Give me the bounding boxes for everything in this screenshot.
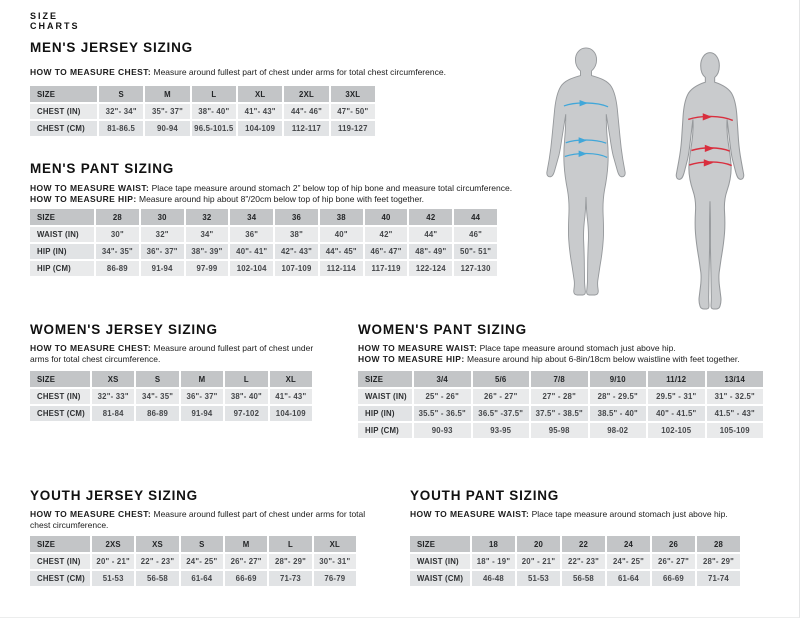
mens-pant-title: MEN'S PANT SIZING [30, 161, 175, 176]
header-cell: 7/8 [531, 371, 588, 387]
header-cell: L [225, 371, 267, 387]
header-cell: 34 [230, 209, 273, 225]
data-cell: 97-102 [225, 406, 267, 421]
table-row [30, 406, 312, 421]
row-label-cell: CHEST (CM) [30, 406, 90, 421]
female-body-silhouette [663, 49, 757, 310]
youth-jersey-title: YOUTH JERSEY SIZING [30, 488, 198, 503]
youth-jersey-table [30, 536, 356, 586]
header-cell: M [225, 536, 267, 552]
data-cell: 97-99 [186, 261, 229, 276]
howto-label: HOW TO MEASURE HIP: [30, 193, 137, 204]
data-cell: 81-86.5 [99, 121, 143, 136]
data-cell: 90-93 [414, 423, 471, 438]
howto-label: HOW TO MEASURE WAIST: [358, 343, 478, 353]
mens-jersey-table [30, 86, 375, 136]
data-cell: 102-104 [230, 261, 273, 276]
data-cell: 36.5" -37.5" [473, 406, 530, 421]
table-header-row [30, 209, 497, 225]
data-cell: 38"- 40" [225, 389, 267, 404]
data-cell: 38"- 40" [192, 104, 236, 119]
header-cell: SIZE [30, 86, 97, 102]
data-cell: 119-127 [331, 121, 375, 136]
howto-label: HOW TO MEASURE WAIST: [30, 183, 150, 193]
row-label-cell: CHEST (CM) [30, 571, 90, 586]
row-label-cell: CHEST (IN) [30, 389, 90, 404]
row-label-cell: HIP (IN) [358, 406, 412, 421]
header-cell: XS [136, 536, 178, 552]
data-cell: 122-124 [409, 261, 452, 276]
data-cell: 105-109 [707, 423, 764, 438]
data-cell: 34"- 35" [96, 244, 139, 259]
female-body-shape [676, 53, 743, 309]
howto-label: HOW TO MEASURE CHEST: [30, 67, 152, 77]
data-cell: 40"- 41" [230, 244, 273, 259]
howto-line [30, 67, 590, 78]
howto-text: Measure around fullest part of chest under arms for total chest circumference. [153, 67, 446, 77]
table-row [30, 261, 497, 276]
table-row [30, 121, 375, 136]
data-cell: 47"- 50" [331, 104, 375, 119]
data-cell: 35.5" - 36.5" [414, 406, 471, 421]
youth-pant-howto [410, 509, 770, 520]
data-cell: 32"- 34" [99, 104, 143, 119]
data-cell: 127-130 [454, 261, 497, 276]
data-cell: 91-94 [181, 406, 223, 421]
size-charts-logo [30, 11, 80, 31]
data-cell: 42" [365, 227, 408, 242]
header-cell: 30 [141, 209, 184, 225]
mens-jersey-howto [30, 67, 590, 78]
howto-label: HOW TO MEASURE HIP: [358, 353, 465, 364]
row-label-cell: CHEST (IN) [30, 554, 90, 569]
data-cell: 44"- 46" [284, 104, 328, 119]
womens-pant-howto [358, 343, 770, 364]
table-row [410, 554, 740, 569]
data-cell: 51-53 [517, 571, 560, 586]
row-label-cell: WAIST (IN) [30, 227, 94, 242]
data-cell: 38" [275, 227, 318, 242]
table-row [30, 227, 497, 242]
data-cell: 20" - 21" [517, 554, 560, 569]
data-cell: 34" [186, 227, 229, 242]
data-cell: 30" [96, 227, 139, 242]
row-label-cell: WAIST (IN) [410, 554, 470, 569]
data-cell: 71-73 [269, 571, 311, 586]
howto-text: Measure around fullest part of chest under arms for total chest circumference. [30, 509, 366, 530]
data-cell: 28"- 29" [697, 554, 740, 569]
header-cell: 26 [652, 536, 695, 552]
header-cell: 24 [607, 536, 650, 552]
header-cell: XL [314, 536, 356, 552]
table-header-row [30, 536, 356, 552]
header-cell: L [269, 536, 311, 552]
header-cell: 36 [275, 209, 318, 225]
header-cell: 9/10 [590, 371, 647, 387]
data-cell: 42"- 43" [275, 244, 318, 259]
data-cell: 112-117 [284, 121, 328, 136]
female-figure [663, 49, 757, 310]
data-cell: 20" - 21" [92, 554, 134, 569]
data-cell: 46"- 47" [365, 244, 408, 259]
header-cell: 38 [320, 209, 363, 225]
data-cell: 22" - 23" [136, 554, 178, 569]
data-cell: 76-79 [314, 571, 356, 586]
womens-pant-table [358, 371, 763, 438]
howto-line [410, 509, 770, 520]
data-cell: 24"- 25" [181, 554, 223, 569]
table-row [358, 389, 763, 404]
data-cell: 102-105 [648, 423, 705, 438]
data-cell: 50"- 51" [454, 244, 497, 259]
data-cell: 86-89 [96, 261, 139, 276]
row-label-cell: HIP (CM) [358, 423, 412, 438]
data-cell: 31" - 32.5" [707, 389, 764, 404]
header-cell: XL [238, 86, 282, 102]
data-cell: 22"- 23" [562, 554, 605, 569]
male-figure [540, 36, 632, 312]
row-label-cell: CHEST (IN) [30, 104, 97, 119]
header-cell: 28 [697, 536, 740, 552]
data-cell: 37.5" - 38.5" [531, 406, 588, 421]
header-cell: 44 [454, 209, 497, 225]
table-row [30, 554, 356, 569]
table-row [30, 244, 497, 259]
header-cell: SIZE [30, 536, 90, 552]
data-cell: 95-98 [531, 423, 588, 438]
data-cell: 107-109 [275, 261, 318, 276]
data-cell: 29.5" - 31" [648, 389, 705, 404]
logo-line-1: SIZE [30, 11, 59, 21]
data-cell: 40" - 41.5" [648, 406, 705, 421]
data-cell: 41"- 43" [270, 389, 312, 404]
row-label-cell: HIP (CM) [30, 261, 94, 276]
header-cell: L [192, 86, 236, 102]
data-cell: 44"- 45" [320, 244, 363, 259]
header-cell: 28 [96, 209, 139, 225]
header-cell: 13/14 [707, 371, 764, 387]
howto-label: HOW TO MEASURE CHEST: [30, 343, 152, 353]
howto-text: Measure around hip about 8”/20cm below top of hip bone with feet together. [139, 193, 424, 204]
table-row [358, 406, 763, 421]
data-cell: 28"- 29" [269, 554, 311, 569]
data-cell: 36"- 37" [181, 389, 223, 404]
howto-line [358, 354, 770, 365]
header-cell: M [145, 86, 189, 102]
data-cell: 46" [454, 227, 497, 242]
howto-text: Measure around fullest part of chest under arms for total chest circumference. [30, 343, 314, 364]
data-cell: 90-94 [145, 121, 189, 136]
table-header-row [410, 536, 740, 552]
table-header-row [358, 371, 763, 387]
data-cell: 41"- 43" [238, 104, 282, 119]
data-cell: 61-64 [607, 571, 650, 586]
data-cell: 35"- 37" [145, 104, 189, 119]
data-cell: 38.5" - 40" [590, 406, 647, 421]
howto-line [30, 183, 570, 194]
header-cell: XL [270, 371, 312, 387]
header-cell: 11/12 [648, 371, 705, 387]
data-cell: 38"- 39" [186, 244, 229, 259]
male-body-shape [547, 48, 625, 295]
header-cell: 2XL [284, 86, 328, 102]
header-cell: S [99, 86, 143, 102]
table-header-row [30, 371, 312, 387]
data-cell: 48"- 49" [409, 244, 452, 259]
table-row [30, 104, 375, 119]
womens-jersey-title: WOMEN'S JERSEY SIZING [30, 322, 218, 337]
womens-jersey-table [30, 371, 312, 421]
data-cell: 61-64 [181, 571, 223, 586]
data-cell: 46-48 [472, 571, 515, 586]
youth-pant-table [410, 536, 740, 586]
howto-line [358, 343, 770, 354]
data-cell: 71-74 [697, 571, 740, 586]
data-cell: 56-58 [562, 571, 605, 586]
data-cell: 44" [409, 227, 452, 242]
mens-pant-table [30, 209, 497, 276]
header-cell: 40 [365, 209, 408, 225]
data-cell: 56-58 [136, 571, 178, 586]
logo-line-2: CHARTS [30, 21, 80, 31]
row-label-cell: CHEST (CM) [30, 121, 97, 136]
data-cell: 93-95 [473, 423, 530, 438]
howto-line [30, 194, 570, 205]
data-cell: 24"- 25" [607, 554, 650, 569]
data-cell: 34"- 35" [136, 389, 178, 404]
data-cell: 40" [320, 227, 363, 242]
header-cell: SIZE [358, 371, 412, 387]
table-row [30, 389, 312, 404]
womens-pant-title: WOMEN'S PANT SIZING [358, 322, 527, 337]
womens-jersey-howto [30, 343, 330, 364]
header-cell: S [181, 536, 223, 552]
header-cell: S [136, 371, 178, 387]
data-cell: 41.5" - 43" [707, 406, 764, 421]
header-cell: 5/6 [473, 371, 530, 387]
howto-label: HOW TO MEASURE CHEST: [30, 509, 152, 519]
howto-text: Place tape measure around stomach 2” below top of hip bone and measure total circumference. [151, 183, 513, 193]
data-cell: 36" [230, 227, 273, 242]
howto-text: Place tape measure around stomach just above hip. [479, 343, 676, 353]
howto-line [30, 343, 330, 364]
howto-text: Measure around hip about 6-8in/18cm below waistline with feet together. [467, 353, 740, 364]
header-cell: M [181, 371, 223, 387]
header-cell: 20 [517, 536, 560, 552]
data-cell: 32" [141, 227, 184, 242]
row-label-cell: WAIST (CM) [410, 571, 470, 586]
header-cell: 32 [186, 209, 229, 225]
header-cell: SIZE [30, 209, 94, 225]
row-label-cell: HIP (IN) [30, 244, 94, 259]
data-cell: 66-69 [652, 571, 695, 586]
data-cell: 36"- 37" [141, 244, 184, 259]
data-cell: 96.5-101.5 [192, 121, 236, 136]
data-cell: 81-84 [92, 406, 134, 421]
youth-pant-title: YOUTH PANT SIZING [410, 488, 560, 503]
data-cell: 18" - 19" [472, 554, 515, 569]
table-row [30, 571, 356, 586]
table-row [410, 571, 740, 586]
header-cell: 2XS [92, 536, 134, 552]
header-cell: SIZE [410, 536, 470, 552]
howto-text: Place tape measure around stomach just above hip. [531, 509, 728, 519]
data-cell: 66-69 [225, 571, 267, 586]
male-body-silhouette [540, 36, 632, 312]
data-cell: 117-119 [365, 261, 408, 276]
data-cell: 104-109 [238, 121, 282, 136]
header-cell: 3/4 [414, 371, 471, 387]
data-cell: 26" - 27" [473, 389, 530, 404]
data-cell: 112-114 [320, 261, 363, 276]
mens-jersey-title: MEN'S JERSEY SIZING [30, 40, 193, 55]
header-cell: 22 [562, 536, 605, 552]
row-label-cell: WAIST (IN) [358, 389, 412, 404]
howto-label: HOW TO MEASURE WAIST: [410, 509, 530, 519]
youth-jersey-howto [30, 509, 378, 530]
data-cell: 27" - 28" [531, 389, 588, 404]
data-cell: 104-109 [270, 406, 312, 421]
header-cell: 18 [472, 536, 515, 552]
header-cell: XS [92, 371, 134, 387]
data-cell: 91-94 [141, 261, 184, 276]
data-cell: 51-53 [92, 571, 134, 586]
table-header-row [30, 86, 375, 102]
header-cell: 42 [409, 209, 452, 225]
data-cell: 98-02 [590, 423, 647, 438]
data-cell: 26"- 27" [652, 554, 695, 569]
mens-pant-howto [30, 183, 570, 204]
data-cell: 32"- 33" [92, 389, 134, 404]
howto-line [30, 509, 378, 530]
table-row [358, 423, 763, 438]
data-cell: 25" - 26" [414, 389, 471, 404]
data-cell: 26"- 27" [225, 554, 267, 569]
data-cell: 28" - 29.5" [590, 389, 647, 404]
data-cell: 30"- 31" [314, 554, 356, 569]
header-cell: 3XL [331, 86, 375, 102]
header-cell: SIZE [30, 371, 90, 387]
data-cell: 86-89 [136, 406, 178, 421]
